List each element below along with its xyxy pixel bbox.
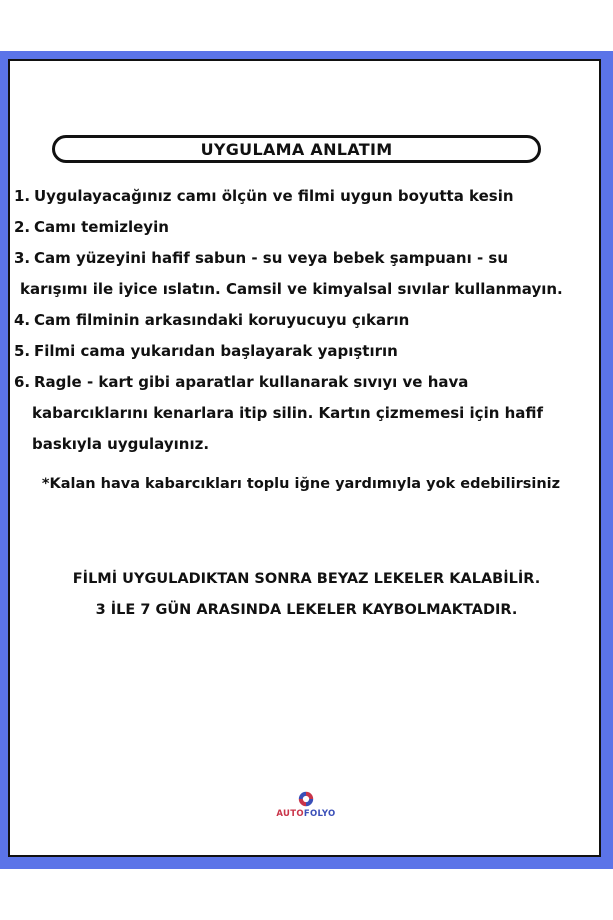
step-4 [8, 305, 588, 336]
step-2 [8, 212, 588, 243]
step-number: 4. [14, 311, 31, 329]
step-text: Cam yüzeyini hafif sabun - su veya bebek şampuanı - su [34, 249, 509, 267]
step-text: Filmi cama yukarıdan başlayarak yapıştırın [34, 342, 398, 360]
step-text: karışımı ile iyice ıslatın. Camsil ve kimyalsal sıvılar kullanmayın. [20, 280, 563, 298]
step-number: 3. [14, 249, 31, 267]
step-5 [8, 336, 588, 367]
step-text: Camı temizleyin [34, 218, 169, 236]
step-text: kabarcıklarını kenarlara itip silin. Kartın çizmemesi için hafif [32, 404, 544, 422]
step-number: 2. [14, 218, 31, 236]
step-text: baskıyla uygulayınız. [32, 435, 210, 453]
tip-note: *Kalan hava kabarcıkları toplu iğne yardımıyla yok edebilirsiniz [41, 476, 561, 492]
step-6 [8, 367, 588, 460]
step-number: 6. [14, 373, 31, 391]
logo-icon [297, 790, 315, 808]
warning-line-1: FİLMİ UYGULADIKTAN SONRA BEYAZ LEKELER KALABİLİR. [72, 571, 541, 587]
page-title: UYGULAMA ANLATIM [52, 135, 541, 163]
step-3 [8, 243, 588, 305]
step-text: Ragle - kart gibi aparatlar kullanarak sıvıyı ve hava [34, 373, 469, 391]
logo-text-folyo: FOLYO [303, 809, 336, 819]
logo-text-auto: AUTO [276, 809, 304, 819]
step-1 [8, 181, 588, 212]
step-text: Uygulayacağınız camı ölçün ve filmi uygun boyutta kesin [34, 187, 514, 205]
warning-line-2: 3 İLE 7 GÜN ARASINDA LEKELER KAYBOLMAKTADIR. [95, 602, 518, 618]
logo-wordmark [276, 809, 335, 819]
autofolyo-logo [266, 790, 346, 826]
warning-block [0, 564, 613, 626]
steps-list [8, 181, 588, 460]
step-number: 1. [14, 187, 31, 205]
step-text: Cam filminin arkasındaki koruyucuyu çıkarın [34, 311, 410, 329]
step-number: 5. [14, 342, 31, 360]
